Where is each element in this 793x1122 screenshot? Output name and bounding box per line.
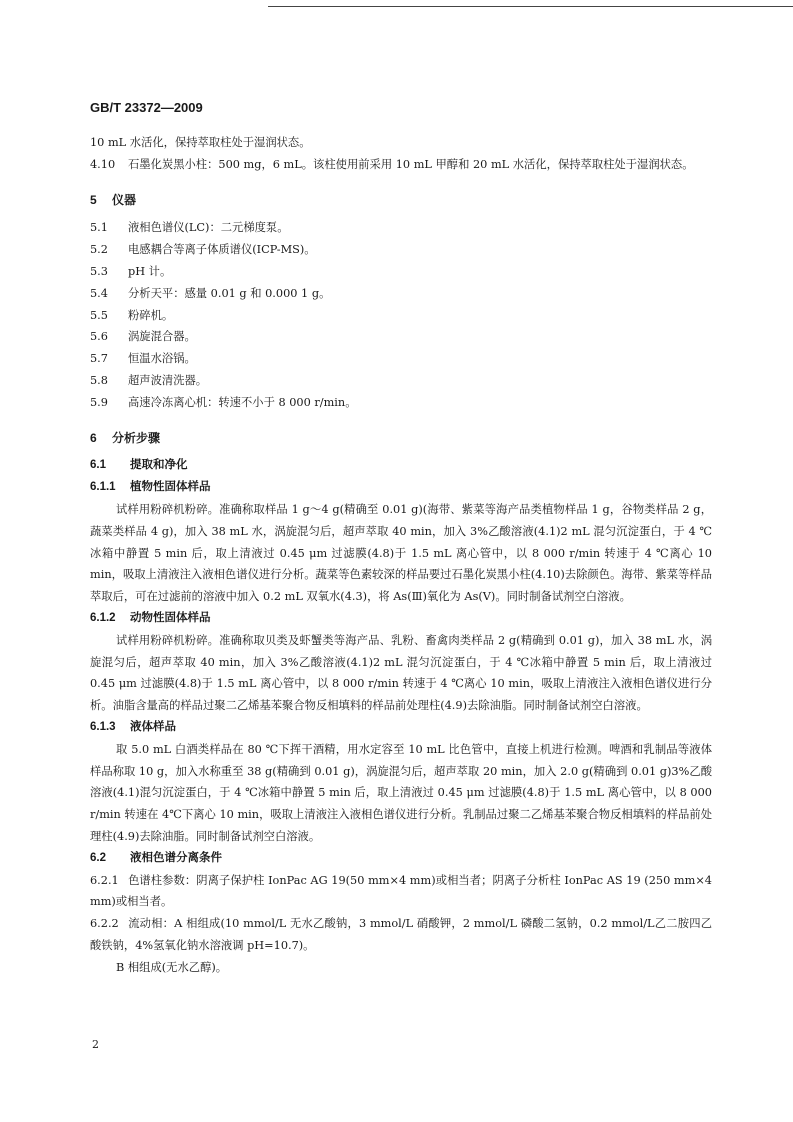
list-item <box>90 370 712 392</box>
list-item <box>90 217 712 239</box>
subsection-heading-6-1 <box>90 455 712 477</box>
item-number: 5.1 <box>90 221 108 235</box>
section-number: 5 <box>90 192 97 207</box>
continued-paragraph: 10 mL 水活化，保持萃取柱处于湿润状态。 <box>90 136 311 149</box>
list-item <box>90 239 712 261</box>
clause-4-10 <box>90 154 712 176</box>
clause-number: 6.2.2 <box>90 917 119 931</box>
subsection-number: 6.1.1 <box>90 481 116 494</box>
clause-6-2-2 <box>90 913 712 957</box>
subsection-heading-6-1-1 <box>90 477 712 499</box>
paragraph-6-1-2: 试样用粉碎机粉碎。准确称取贝类及虾蟹类等海产品、乳粉、畜禽肉类样品 2 g(精确到 0.01 g)，加入 38 mL 水，涡旋混匀后，超声萃取 40 min，加入 3%乙酸溶液(4.1)2 mL 混匀沉淀蛋白，于 4 ℃冰箱中静置 5 min 后，取上清液过 0.45 μm 过滤膜(4.8)于 1.5 mL 离心管中，以 8 000 r/min 转速于 4 ℃离心 10 min，吸取上清液注入液相色谱仪进行分析。油脂含量高的样品过聚二乙烯基苯聚合物反相填料的样品前处理柱(4.9)去除油脂。同时制备试剂空白溶液。 <box>90 633 712 713</box>
section-heading-6 <box>90 428 712 450</box>
item-number: 5.5 <box>90 308 108 322</box>
standard-code: GB/T 23372—2009 <box>90 100 203 115</box>
list-item <box>90 348 712 370</box>
list-item <box>90 305 712 327</box>
list-item <box>90 392 712 414</box>
item-number: 5.4 <box>90 286 108 300</box>
item-number: 5.9 <box>90 395 108 409</box>
item-number: 5.6 <box>90 330 108 344</box>
subsection-title: 液相色谱分离条件 <box>130 851 222 864</box>
section-title: 仪器 <box>112 192 137 207</box>
subsection-title: 提取和净化 <box>130 459 188 472</box>
paragraph-6-1-1: 试样用粉碎机粉碎。准确称取样品 1 g～4 g(精确至 0.01 g)(海带、紫菜等海产品类植物样品 1 g，谷物类样品 2 g，蔬菜类样品 4 g)，加入 38 mL 水，涡旋混匀后，超声萃取 40 min，加入 3%乙酸溶液(4.1)2 mL 混匀沉淀蛋白，于 4 ℃冰箱中静置 5 min 后，取上清液过 0.45 μm 过滤膜(4.8)于 1.5 mL 离心管中，以 8 000 r/min 转速于 4 ℃离心 10 min，吸取上清液注入液相色谱仪进行分析。蔬菜等色素较深的样品要过石墨化炭黑小柱(4.10)去除颜色。海带、紫菜等样品萃取后，可在过滤前的溶液中加入 0.2 mL 双氧水(4.3)，将 As(Ⅲ)氧化为 As(Ⅴ)。同时制备试剂空白溶液。 <box>90 502 712 604</box>
subsection-title: 液体样品 <box>130 720 176 733</box>
page-number: 2 <box>92 1038 99 1051</box>
item-number: 5.3 <box>90 264 108 278</box>
paragraph-6-1-3: 取 5.0 mL 白酒类样品在 80 ℃下挥干酒精，用水定容至 10 mL 比色管中，直接上机进行检测。啤酒和乳制品等液体样品称取 10 g，加入水称重至 38 g(精确到 0.01 g)，涡旋混匀后，超声萃取 20 min，加入 2.0 g(精确到 0.01 g)3%乙酸溶液(4.1)混匀沉淀蛋白，于 4 ℃冰箱中静置 5 min 后，取上清液过 0.45 μm 过滤膜(4.8)于 1.5 mL 离心管中，以 8 000 r/min 转速在 4℃下离心 10 min，吸取上清液注入液相色谱仪进行分析。乳制品过聚二乙烯基苯聚合物反相填料的样品前处理柱(4.9)去除油脂。同时制备试剂空白溶液。 <box>90 742 712 843</box>
item-text: 分析天平：感量 0.01 g 和 0.000 1 g。 <box>128 286 331 300</box>
item-text: 涡旋混合器。 <box>128 330 196 344</box>
clause-text: 色谱柱参数：阴离子保护柱 IonPac AG 19(50 mm×4 mm)或相当者；阴离子分析柱 IonPac AS 19 (250 mm×4 mm)或相当者。 <box>90 873 712 909</box>
subsection-title: 植物性固体样品 <box>130 481 211 494</box>
item-text: 粉碎机。 <box>128 308 174 322</box>
subsection-number: 6.1.2 <box>90 611 116 624</box>
instrument-list <box>90 217 712 413</box>
subsection-number: 6.1 <box>90 459 106 472</box>
item-text: 高速冷冻离心机：转速不小于 8 000 r/min。 <box>128 395 357 409</box>
section-number: 6 <box>90 430 97 445</box>
item-text: 电感耦合等离子体质谱仪(ICP-MS)。 <box>128 243 316 257</box>
item-number: 5.8 <box>90 373 108 387</box>
section-heading-5 <box>90 190 712 212</box>
item-number: 5.7 <box>90 352 108 366</box>
clause-text: 流动相：A 相组成(10 mmol/L 无水乙酸钠，3 mmol/L 硝酸钾，2 mmol/L 磷酸二氢钠，0.2 mmol/L乙二胺四乙酸铁钠，4%氢氧化钠水溶液调 pH=10.7)。 <box>90 917 712 952</box>
header-rule <box>268 6 793 7</box>
list-item <box>90 326 712 348</box>
clause-number: 4.10 <box>90 157 116 171</box>
clause-text: 石墨化炭黑小柱：500 mg，6 mL。该柱使用前采用 10 mL 甲醇和 20 mL 水活化，保持萃取柱处于湿润状态。 <box>128 157 694 171</box>
item-text: 超声波清洗器。 <box>128 373 208 387</box>
subsection-heading-6-1-2 <box>90 608 712 630</box>
subsection-title: 动物性固体样品 <box>130 611 211 624</box>
item-text: 液相色谱仪(LC)：二元梯度泵。 <box>128 221 289 235</box>
subsection-heading-6-2 <box>90 848 712 870</box>
subsection-number: 6.2 <box>90 851 106 864</box>
item-text: 恒温水浴锅。 <box>128 352 196 366</box>
item-text: pH 计。 <box>128 264 172 278</box>
item-number: 5.2 <box>90 243 108 257</box>
section-title: 分析步骤 <box>112 430 161 445</box>
clause-6-2-1 <box>90 870 712 914</box>
document-body <box>90 132 712 978</box>
list-item <box>90 283 712 305</box>
clause-number: 6.2.1 <box>90 873 119 887</box>
list-item <box>90 261 712 283</box>
subsection-number: 6.1.3 <box>90 720 116 733</box>
paragraph-6-2-2-b: B 相组成(无水乙醇)。 <box>115 960 228 974</box>
subsection-heading-6-1-3 <box>90 717 712 739</box>
